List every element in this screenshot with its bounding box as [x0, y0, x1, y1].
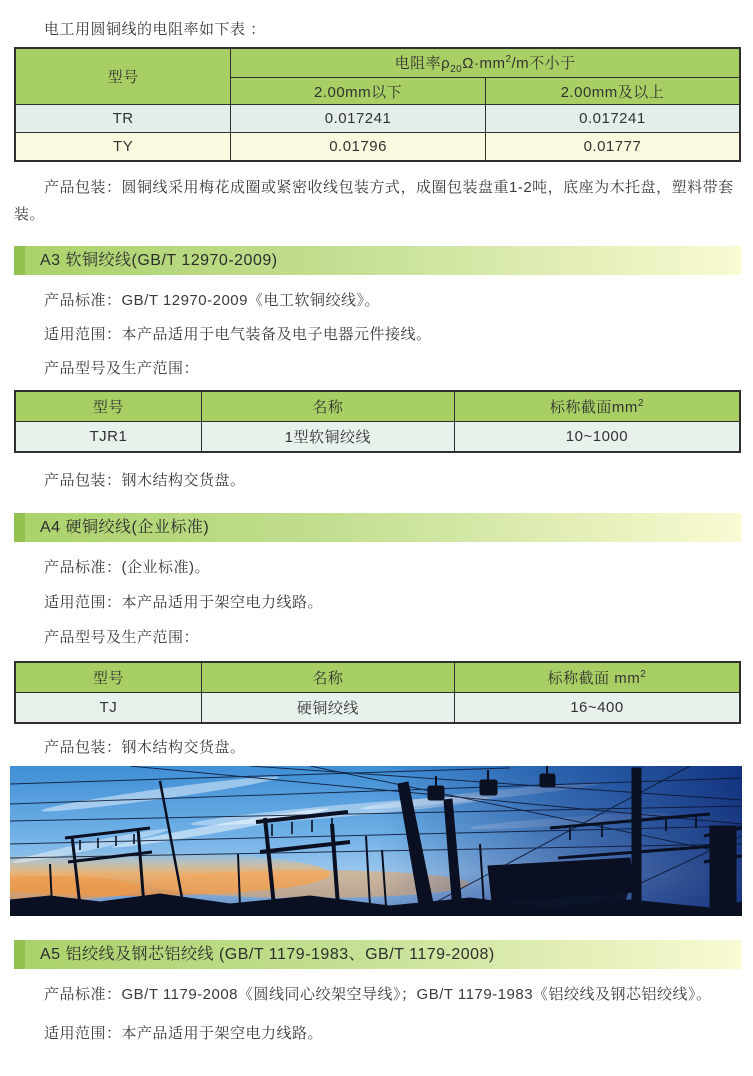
- cell-value: 0.01777: [485, 133, 740, 162]
- header-model: 型号: [15, 662, 201, 693]
- a4-scope-text: 适用范围：本产品适用于架空电力线路。: [44, 594, 324, 611]
- a3-standard-text: 产品标准：GB/T 12970-2009《电工软铜绞线》。: [44, 292, 380, 309]
- a4-standard-text: 产品标准：(企业标准)。: [44, 559, 210, 576]
- section-banner-a5: A5 铝绞线及钢芯铝绞线 (GB/T 1179-1983、GB/T 1179-2008): [14, 940, 741, 969]
- resistivity-table-subheader-above: 2.00mm及以上: [485, 78, 740, 105]
- cell-section: 16~400: [454, 693, 740, 724]
- cell-model: TJR1: [15, 422, 201, 453]
- resistivity-table: [14, 47, 741, 162]
- a5-scope-text: 适用范围：本产品适用于架空电力线路。: [44, 1025, 324, 1042]
- resistivity-table-subheader-below: 2.00mm以下: [231, 78, 486, 105]
- intro-text: 电工用圆铜线的电阻率如下表 ：: [44, 21, 266, 38]
- a4-range-label: 产品型号及生产范围：: [44, 629, 200, 646]
- cell-model: TY: [15, 133, 231, 162]
- resistivity-table-header-main: 电阻率$\rho_{20}\Omega\cdot mm^2/m$不小于: [231, 48, 740, 78]
- section-banner-a3: A3 软铜绞线(GB/T 12970-2009): [14, 246, 741, 275]
- table-row: [15, 422, 740, 453]
- cell-model: TR: [15, 105, 231, 133]
- table-row: [15, 133, 740, 162]
- a3-packaging-text: 产品包装：钢木结构交货盘。: [44, 472, 246, 489]
- a3-scope-text: 适用范围：本产品适用于电气装备及电子电器元件接线。: [44, 326, 432, 343]
- table-row: [15, 693, 740, 724]
- cell-model: TJ: [15, 693, 201, 724]
- a5-standard-text: 产品标准：GB/T 1179-2008《圆线同心绞架空导线》；GB/T 1179-1983《铝绞线及钢芯铝绞线》。: [44, 986, 712, 1003]
- a4-packaging-text: 产品包装：钢木结构交货盘。: [44, 739, 246, 756]
- cell-name: 硬铜绞线: [201, 693, 454, 724]
- packaging-round-wire-text: 产品包装：圆铜线采用梅花成圈或紧密收线包装方式，成圈包装盘重1-2吨，底座为木托盘，塑料带套装。: [14, 179, 734, 223]
- header-name: 名称: [201, 662, 454, 693]
- header-model: 型号: [15, 391, 201, 422]
- section-banner-a4: A4 硬铜绞线(企业标准): [14, 513, 741, 542]
- header-section: 标称截面 $mm^2$: [454, 662, 740, 693]
- cell-value: 0.01796: [231, 133, 486, 162]
- a4-product-table: [14, 661, 741, 724]
- cell-value: 0.017241: [231, 105, 486, 133]
- a3-range-label: 产品型号及生产范围：: [44, 360, 200, 377]
- cell-section: 10~1000: [454, 422, 740, 453]
- resistivity-table-header-model: 型号: [15, 48, 231, 105]
- header-section: 标称截面$mm^2$: [454, 391, 740, 422]
- header-name: 名称: [201, 391, 454, 422]
- cell-name: 1型软铜绞线: [201, 422, 454, 453]
- cell-value: 0.017241: [485, 105, 740, 133]
- a3-product-table: [14, 390, 741, 453]
- substation-photo: [10, 766, 742, 916]
- table-row: [15, 105, 740, 133]
